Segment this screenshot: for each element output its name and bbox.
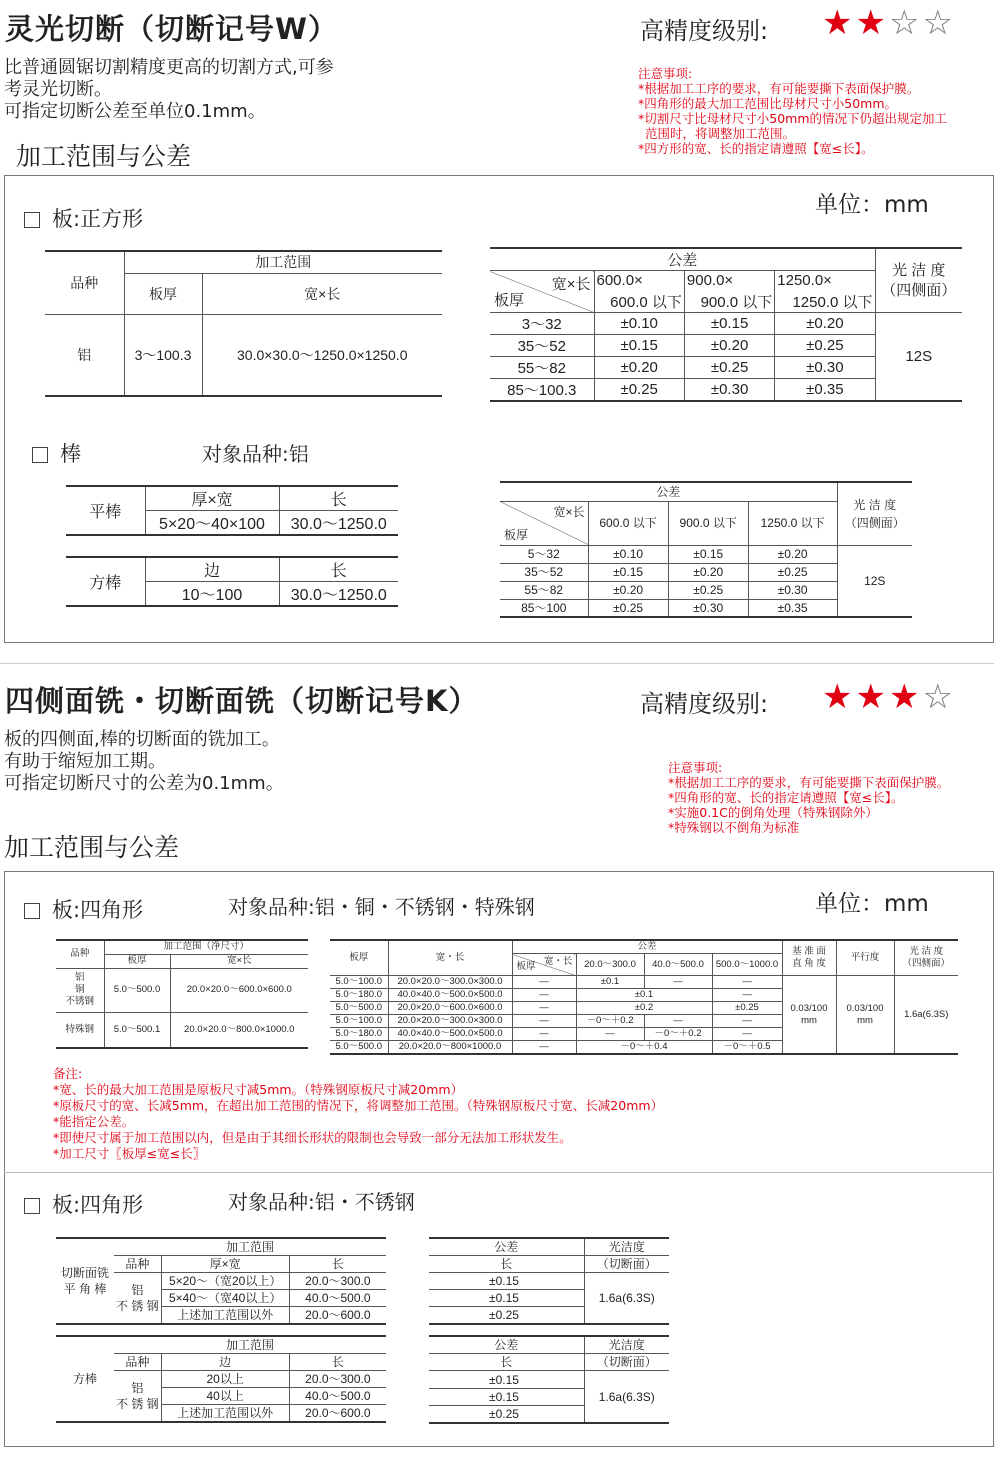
section2-description [4, 729, 284, 795]
checkbox-icon [24, 212, 40, 228]
flat-name-line: 切断面铣 [60, 1266, 109, 1280]
perp-value: 0.03/100 [790, 1002, 828, 1014]
table-cell: — [644, 976, 712, 989]
note-line: *切割尺寸比母材尺寸小50mm的情况下仍超出规定加工 [638, 111, 948, 126]
table-header: 公差 [490, 248, 875, 271]
table-cell: — [712, 1015, 782, 1028]
section2-unit: 单位：mm [815, 891, 929, 917]
table-header: 900.0 以下 [684, 291, 774, 313]
remark-line: *能指定公差。 [53, 1114, 135, 1129]
remark-line: *加工尺寸〖板厚≤宽≤长〗 [53, 1146, 206, 1161]
table-cell: ±0.20 [775, 313, 875, 335]
table-header: 600.0 以下 [588, 501, 668, 545]
bar-target: 对象品种:铝 [202, 442, 309, 466]
table-header: （切断面） [584, 1256, 669, 1273]
desc-line: 有助于缩短加工期。 [4, 751, 166, 772]
table-cell: 30.0×30.0～1250.0×1250.0 [202, 314, 442, 396]
diag-bottom: 板厚 [494, 292, 525, 309]
plate-tolerance-table [490, 247, 962, 402]
plate-rect-target: 对象品种:铝・铜・不锈钢・特殊钢 [228, 895, 535, 919]
desc-line: 板的四侧面,棒的切断面的铣加工。 [4, 729, 280, 750]
table-header [894, 940, 958, 976]
note-line: *根据加工工序的要求，有可能要撕下表面保护膜。 [638, 81, 920, 96]
plate-square-label: 板:正方形 [52, 207, 144, 231]
table-cell: — [512, 1015, 576, 1028]
kind-line: 铝 [131, 1381, 144, 1395]
star-filled-icon: ★★★ [822, 677, 923, 717]
table-header: 600.0 以下 [594, 291, 684, 313]
plate-rect2-label: 板:四角形 [52, 1193, 144, 1217]
table-cell: — [512, 1028, 576, 1041]
table-cell: ±0.25 [684, 357, 774, 379]
table-cell: ±0.25 [594, 379, 684, 402]
table-cell: — [512, 1041, 576, 1055]
table-cell: 30.0～1250.0 [279, 582, 398, 607]
table-cell: — [712, 976, 782, 989]
table-header: 长 [279, 557, 398, 582]
finish-header: 光 洁 度 [853, 497, 897, 512]
bar-tolerance-table [500, 481, 912, 618]
table-cell [782, 976, 836, 1055]
kind-line: 铝 [131, 1283, 144, 1297]
table-cell: 20.0×20.0～300.0×300.0 [388, 976, 512, 989]
table-cell: 上述加工范围以外 [161, 1307, 289, 1325]
table-header: 900.0× [684, 271, 774, 291]
table-header: 加工范围 [114, 1336, 386, 1354]
note-line: 注意事项: [638, 66, 693, 81]
note-line: *特殊钢以不倒角为标准 [668, 820, 800, 835]
fin-header: 光 洁 度 [909, 946, 944, 957]
table-cell: — [712, 989, 782, 1002]
finish-header: 光 洁 度 [892, 261, 946, 279]
table-header: 600.0× [594, 271, 684, 291]
table-header: 长 [279, 486, 398, 511]
table-cell: 40.0×40.0～500.0×500.0 [388, 1028, 512, 1041]
table-cell: 20.0×20.0～600.0×600.0 [170, 968, 308, 1012]
table-cell: ±0.10 [594, 313, 684, 335]
table-header [512, 954, 576, 976]
section2-notes [668, 760, 949, 835]
table-cell: — [512, 976, 576, 989]
table-cell: 20.0×20.0～800.0×1000.0 [170, 1012, 308, 1048]
table-header: 长 [429, 1256, 584, 1273]
table-row [500, 545, 912, 563]
plate-rect2-heading [24, 1189, 143, 1219]
table-row [56, 1012, 308, 1048]
plate-range-table [45, 250, 442, 397]
desc-line: 考灵光切断。 [4, 79, 112, 100]
table-cell: ±0.1 [576, 989, 712, 1002]
table-cell: ±0.15 [684, 313, 774, 335]
table-cell: 40以上 [161, 1388, 289, 1405]
table-header: 1250.0 以下 [775, 291, 875, 313]
table-cell: 3～32 [490, 313, 594, 335]
section1-range-title: 加工范围与公差 [16, 142, 192, 171]
star-empty-icon: ☆☆ [888, 3, 956, 43]
table-cell: 5.0～180.0 [330, 1028, 388, 1041]
table-cell: ±0.30 [748, 581, 837, 599]
table-row [429, 1371, 669, 1389]
table-header: 加工范围（净尺寸） [104, 940, 308, 954]
table-header: 厚×宽 [161, 1256, 289, 1273]
kind-line: 不锈钢 [65, 996, 94, 1007]
table-cell: 12S [837, 545, 912, 617]
table-cell: 35～52 [500, 563, 588, 581]
table-cell: 12S [875, 313, 962, 402]
star-empty-icon: ☆ [922, 677, 956, 717]
table-cell: 5.0～180.0 [330, 989, 388, 1002]
table-cell: 20.0×20.0～800×1000.0 [388, 1041, 512, 1055]
table-cell: 5.0～500.0 [330, 1002, 388, 1015]
table-cell: 20.0～300.0 [289, 1273, 386, 1290]
checkbox-icon [24, 1198, 40, 1214]
table-header: 板厚 [104, 954, 170, 968]
table-cell: 30.0～1250.0 [279, 511, 398, 536]
remark-line: *即使尺寸属于加工范围以内，但是由于其细长形状的限制也会导致一部分无法加工形状发生。 [53, 1130, 572, 1145]
table-cell: ±0.2 [576, 1002, 712, 1015]
table-cell: 5～32 [500, 545, 588, 563]
plate-rect2-target: 对象品种:铝・不锈钢 [228, 1190, 415, 1214]
table-cell: 5.0～100.0 [330, 1015, 388, 1028]
note-line: *四角形的宽、长的指定请遵照【宽≤长】。 [668, 790, 904, 805]
table-header: 厚×宽 [145, 486, 279, 511]
table-header: 品种 [114, 1354, 161, 1371]
table-cell: 1.6a(6.3S) [584, 1371, 669, 1424]
table-cell: ±0.30 [684, 379, 774, 402]
plate-rect-heading [24, 894, 143, 924]
table-cell: ±0.30 [775, 357, 875, 379]
remarks [53, 1066, 663, 1162]
table-cell: ±0.15 [588, 563, 668, 581]
table-header [837, 482, 912, 545]
table-header: 40.0～500.0 [644, 954, 712, 976]
table-cell: 20以上 [161, 1371, 289, 1388]
note-line: *四方形的宽、长的指定请遵照【宽≤长】。 [638, 141, 874, 156]
table-cell: 55～82 [500, 581, 588, 599]
table-cell: 1.6a(6.3S) [584, 1273, 669, 1325]
table-cell: 特殊钢 [56, 1012, 104, 1048]
diag-top: 宽・长 [543, 956, 573, 967]
note-line: *四角形的最大加工范围比母材尺寸小50mm。 [638, 96, 898, 111]
finish-header: （四侧面） [844, 515, 905, 530]
table-header: 平棒 [66, 486, 145, 535]
table-cell: ±0.30 [668, 599, 748, 617]
table-cell: ±0.20 [668, 563, 748, 581]
table-cell: — [644, 1015, 712, 1028]
star-filled-icon: ★★ [822, 3, 889, 43]
table-header: 500.0～1000.0 [712, 954, 782, 976]
table-header: 长 [429, 1354, 584, 1371]
table-cell: ±0.15 [668, 545, 748, 563]
table-header: 宽×长 [170, 954, 308, 968]
table-header: 公差 [500, 482, 837, 501]
table-row [490, 313, 962, 335]
flat-angle-tolerance-table [429, 1237, 669, 1325]
table-header: 平行度 [836, 940, 894, 976]
table-header [782, 940, 836, 976]
table-cell: 55～82 [490, 357, 594, 379]
table-header: 宽×长 [202, 273, 442, 314]
kind-line: 不 锈 钢 [116, 1397, 159, 1411]
table-cell: — [576, 1028, 644, 1041]
inner-divider [4, 1172, 994, 1173]
table-cell: －0～＋0.2 [576, 1015, 644, 1028]
desc-line: 可指定切断公差至单位0.1mm。 [4, 101, 266, 122]
table-cell: 20.0×20.0～300.0×300.0 [388, 1015, 512, 1028]
note-line: 范围时，将调整加工范围。 [645, 126, 796, 141]
remark-line: 备注: [53, 1066, 83, 1081]
plate-square-heading [24, 203, 143, 233]
section2-title: 四侧面铣・切断面铣（切断记号K） [5, 684, 479, 718]
table-header: 公差 [429, 1238, 584, 1256]
table-cell: 20.0～600.0 [289, 1307, 386, 1325]
table-cell [56, 968, 104, 1012]
flat-name-line: 平 角 棒 [63, 1282, 107, 1296]
table-header: 加工范围 [114, 1238, 386, 1256]
table-cell: 5×20～40×100 [145, 511, 279, 536]
table-header [490, 271, 594, 313]
table-cell: ±0.15 [429, 1273, 584, 1290]
table-cell: 20.0～600.0 [289, 1405, 386, 1423]
table-cell: ±0.10 [588, 545, 668, 563]
square-bar-table [66, 556, 398, 607]
diag-top: 宽×长 [553, 504, 585, 519]
table-cell: ±0.25 [748, 563, 837, 581]
table-cell: ±0.20 [588, 581, 668, 599]
table-cell: －0～＋0.2 [644, 1028, 712, 1041]
kind-line: 铜 [74, 984, 85, 995]
table-header: 900.0 以下 [668, 501, 748, 545]
table-row [429, 1273, 669, 1290]
table-header: 1250.0 以下 [748, 501, 837, 545]
bar-heading [32, 438, 81, 468]
table-header: 光洁度 [584, 1238, 669, 1256]
table-cell: ±0.35 [775, 379, 875, 402]
table-cell: 5.0～500.0 [330, 1041, 388, 1055]
note-line: *实施0.1C的倒角处理（特殊钢除外） [668, 805, 878, 820]
table-header: 长 [289, 1256, 386, 1273]
table-cell: 5×20～（宽20以上） [161, 1273, 289, 1290]
section1-title: 灵光切断（切断记号W） [5, 12, 338, 46]
table-cell: 35～52 [490, 335, 594, 357]
table-cell: ±0.25 [588, 599, 668, 617]
square-bar2-tolerance-table [429, 1335, 669, 1424]
section1-description [4, 57, 334, 123]
table-header: 宽・长 [388, 940, 512, 976]
table-row [330, 976, 958, 989]
table-cell: －0～＋0.4 [576, 1041, 712, 1055]
table-cell: 40.0～500.0 [289, 1290, 386, 1307]
table-cell: ±0.25 [429, 1307, 584, 1325]
plate-rect-tolerance-table [330, 939, 958, 1055]
note-line: 注意事项: [668, 760, 723, 775]
desc-line: 可指定切断尺寸的公差为0.1mm。 [4, 773, 284, 794]
table-cell: ±0.1 [576, 976, 644, 989]
table-cell: －0～＋0.5 [712, 1041, 782, 1055]
section1-grade-label: 高精度级别: [640, 17, 769, 45]
kind-line: 铝 [74, 972, 85, 983]
table-cell: 5×40～（宽40以上） [161, 1290, 289, 1307]
section2-grade-label: 高精度级别: [640, 690, 769, 718]
plate-rect-label: 板:四角形 [52, 898, 144, 922]
table-cell: 5.0～500.0 [104, 968, 170, 1012]
par-value: mm [857, 1014, 873, 1026]
flat-angle-range-table [56, 1237, 386, 1325]
remark-line: *原板尺寸的宽、长减5mm，在超出加工范围的情况下，将调整加工范围。（特殊钢原板尺寸宽、长减20mm） [53, 1098, 664, 1113]
table-cell: 40.0～500.0 [289, 1388, 386, 1405]
table-header [56, 1238, 114, 1324]
table-header: 方棒 [56, 1336, 114, 1422]
diag-top: 宽×长 [551, 276, 591, 293]
table-cell: ±0.25 [668, 581, 748, 599]
flat-bar-table [66, 485, 398, 536]
square-bar2-range-table [56, 1335, 386, 1423]
table-cell [114, 1371, 161, 1423]
diag-bottom: 板厚 [516, 961, 536, 972]
table-header: 长 [289, 1354, 386, 1371]
remark-line: *宽、长的最大加工范围是原板尺寸减5mm。（特殊钢原板尺寸减20mm） [53, 1082, 464, 1097]
table-header: 公差 [512, 940, 782, 954]
table-cell: ±0.25 [775, 335, 875, 357]
table-cell: ±0.15 [429, 1389, 584, 1406]
table-cell: 20.0×20.0～600.0×600.0 [388, 1002, 512, 1015]
table-cell: ±0.20 [684, 335, 774, 357]
bar-label: 棒 [60, 442, 81, 466]
fin-header: （四侧面） [902, 958, 950, 969]
table-cell: 5.0～500.1 [104, 1012, 170, 1048]
table-cell: 85～100.3 [490, 379, 594, 402]
note-line: *根据加工工序的要求，有可能要撕下表面保护膜。 [668, 775, 950, 790]
table-header: 板厚 [124, 273, 202, 314]
table-cell: 85～100 [500, 599, 588, 617]
table-header: 方棒 [66, 557, 145, 606]
finish-header: （四侧面） [881, 281, 957, 299]
table-cell: ±0.25 [429, 1406, 584, 1424]
checkbox-icon [32, 447, 48, 463]
table-header: 边 [145, 557, 279, 582]
table-cell: — [512, 1002, 576, 1015]
table-cell: ±0.20 [748, 545, 837, 563]
table-header: 公差 [429, 1336, 584, 1354]
section2-range-title: 加工范围与公差 [4, 833, 180, 862]
table-header: 边 [161, 1354, 289, 1371]
checkbox-icon [24, 903, 40, 919]
table-header: 品种 [45, 251, 124, 314]
table-header: 加工范围 [124, 251, 442, 273]
table-cell: 5.0～100.0 [330, 976, 388, 989]
section1-notes [638, 66, 947, 156]
table-cell: ±0.25 [712, 1002, 782, 1015]
table-header: 1250.0× [775, 271, 875, 291]
plate-rect-range-table [56, 939, 308, 1049]
table-header: （切断面） [584, 1354, 669, 1371]
table-cell: 上述加工范围以外 [161, 1405, 289, 1423]
section1-unit: 单位：mm [815, 192, 929, 218]
table-header: 品种 [114, 1256, 161, 1273]
table-cell: ±0.15 [429, 1371, 584, 1389]
table-cell [114, 1273, 161, 1325]
par-value: 0.03/100 [846, 1002, 884, 1014]
table-header [875, 248, 962, 313]
table-header: 光洁度 [584, 1336, 669, 1354]
desc-line: 比普通圆锯切割精度更高的切割方式,可参 [4, 57, 334, 78]
kind-line: 不 锈 钢 [116, 1299, 159, 1313]
table-cell: 10～100 [145, 582, 279, 607]
table-row [56, 968, 308, 1012]
table-cell: 3～100.3 [124, 314, 202, 396]
table-cell: 20.0～300.0 [289, 1371, 386, 1388]
diag-bottom: 板厚 [504, 527, 529, 542]
table-header [500, 501, 588, 545]
table-cell: ±0.35 [748, 599, 837, 617]
section1-stars [822, 3, 956, 43]
table-header: 20.0～300.0 [576, 954, 644, 976]
table-cell: ±0.15 [429, 1290, 584, 1307]
perp-value: mm [801, 1014, 817, 1026]
table-header: 品种 [56, 940, 104, 968]
table-cell: 40.0×40.0～500.0×500.0 [388, 989, 512, 1002]
section-divider [0, 663, 994, 664]
table-cell: — [512, 989, 576, 1002]
table-cell: 铝 [45, 314, 124, 396]
table-cell: 1.6a(6.3S) [894, 976, 958, 1055]
section2-stars [822, 677, 956, 717]
table-cell: ±0.20 [594, 357, 684, 379]
perp-header: 直 角 度 [792, 958, 826, 969]
perp-header: 基 准 面 [792, 946, 826, 957]
table-header: 板厚 [330, 940, 388, 976]
table-cell: — [712, 1028, 782, 1041]
table-cell: ±0.15 [594, 335, 684, 357]
table-cell [836, 976, 894, 1055]
